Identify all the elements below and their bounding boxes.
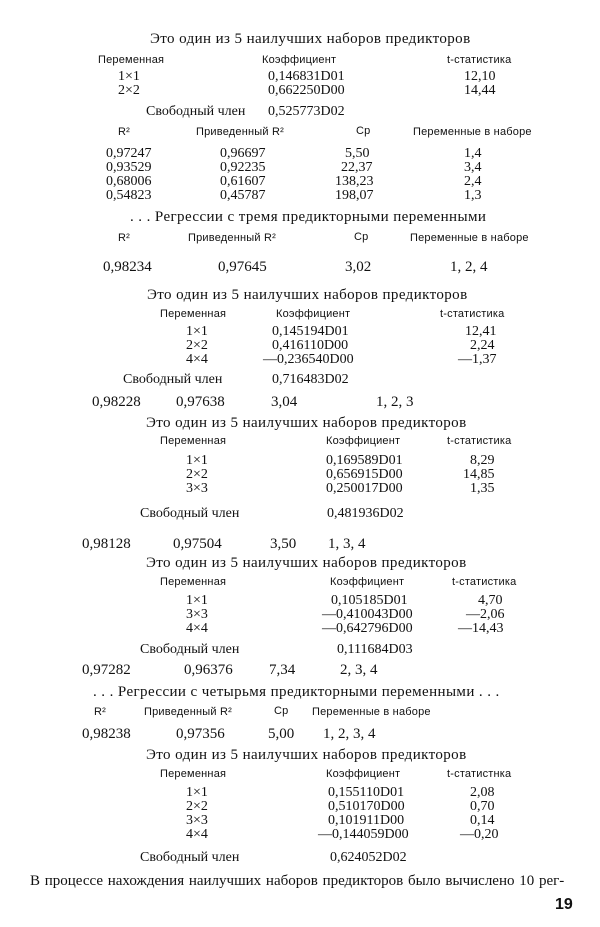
row-t-stat: 12,10 — [464, 69, 496, 84]
summary-r2: 0,68006 — [106, 174, 152, 189]
row-coefficient: —0,410043D00 — [322, 607, 413, 622]
summary-r2: 0,97247 — [106, 146, 152, 161]
header-t-stat: t-статистнка — [447, 768, 512, 780]
header-variable: Переменная — [98, 54, 165, 66]
header-cp: Cp — [274, 705, 289, 717]
header-cp: Cp — [356, 125, 371, 137]
row-t-stat: —2,06 — [466, 607, 505, 622]
summary-adj-r2: 0,45787 — [220, 188, 266, 203]
summary-set: 1, 2, 3, 4 — [323, 726, 376, 742]
summary-adj-r2: 0,97638 — [176, 394, 225, 410]
header-t-stat: t-статистика — [447, 54, 512, 66]
row-coefficient: —0,144059D00 — [318, 827, 409, 842]
row-t-stat: —0,20 — [460, 827, 499, 842]
row-variable: 3×3 — [186, 813, 208, 828]
header-adj-r2: Приведенный R² — [196, 126, 284, 138]
row-variable: 1×1 — [186, 453, 208, 468]
row-coefficient: 0,510170D00 — [328, 799, 405, 814]
summary-set: 1, 3, 4 — [328, 536, 366, 552]
summary-cp: 5,00 — [268, 726, 295, 742]
summary-cp: 5,50 — [345, 146, 370, 161]
row-variable: 3×3 — [186, 607, 208, 622]
summary-adj-r2: 0,97504 — [173, 536, 222, 552]
best-set-title: Это один из 5 наилучших наборов предикторов — [146, 415, 467, 431]
header-coefficient: Коэффициент — [326, 435, 401, 447]
free-term-value: 0,624052D02 — [330, 850, 407, 865]
summary-cp: 3,50 — [270, 536, 297, 552]
summary-r2: 0,93529 — [106, 160, 152, 175]
header-variable: Переменная — [160, 768, 227, 780]
free-term-label: Свободный член — [140, 850, 240, 865]
row-t-stat: 0,14 — [470, 813, 495, 828]
summary-cp: 3,04 — [271, 394, 298, 410]
summary-cp: 22,37 — [341, 160, 373, 175]
free-term-value: 0,481936D02 — [327, 506, 404, 521]
row-variable: 3×3 — [186, 481, 208, 496]
summary-adj-r2: 0,97356 — [176, 726, 225, 742]
summary-set: 3,4 — [464, 160, 482, 175]
row-variable: 1×1 — [186, 324, 208, 339]
row-t-stat: —1,37 — [458, 352, 497, 367]
summary-r2: 0,98234 — [103, 259, 152, 275]
row-variable: 2×2 — [186, 467, 208, 482]
free-term-value: 0,111684D03 — [337, 642, 413, 657]
summary-cp: 138,23 — [335, 174, 374, 189]
header-adj-r2: Приведенный R² — [188, 232, 276, 244]
header-vars-in-set: Переменные в наборе — [413, 126, 532, 138]
summary-set: 1,4 — [464, 146, 482, 161]
row-variable: 2×2 — [186, 799, 208, 814]
closing-paragraph: В процессе нахождения наилучших наборов предикторов было вычислено 10 рег- — [30, 873, 565, 889]
summary-cp: 7,34 — [269, 662, 296, 678]
row-t-stat: 2,24 — [470, 338, 495, 353]
row-t-stat: 4,70 — [478, 593, 503, 608]
best-set-title: Это один из 5 наилучших наборов предикторов — [146, 747, 467, 763]
header-variable: Переменная — [160, 435, 227, 447]
row-coefficient: 0,250017D00 — [326, 481, 403, 496]
free-term-label: Свободный член — [140, 506, 240, 521]
header-coefficient: Коэффициент — [326, 768, 401, 780]
header-cp: Cp — [354, 231, 369, 243]
free-term-label: Свободный член — [146, 104, 246, 119]
row-t-stat: 0,70 — [470, 799, 495, 814]
header-coefficient: Коэффициент — [276, 308, 351, 320]
summary-r2: 0,98238 — [82, 726, 131, 742]
row-coefficient: 0,146831D01 — [268, 69, 345, 84]
header-coefficient: Коэффициент — [330, 576, 405, 588]
free-term-label: Свободный член — [123, 372, 223, 387]
summary-cp: 3,02 — [345, 259, 372, 275]
header-adj-r2: Приведенный R² — [144, 706, 232, 718]
row-t-stat: 12,41 — [465, 324, 497, 339]
summary-r2: 0,54823 — [106, 188, 152, 203]
summary-set: 1, 2, 4 — [450, 259, 488, 275]
summary-adj-r2: 0,97645 — [218, 259, 267, 275]
best-set-title: Это один из 5 наилучших наборов предикторов — [146, 555, 467, 571]
best-set-title: Это один из 5 наилучших наборов предикторов — [147, 287, 468, 303]
section-heading: . . . Регрессии с тремя предикторными переменными — [130, 209, 487, 225]
summary-r2: 0,98128 — [82, 536, 131, 552]
summary-r2: 0,97282 — [82, 662, 131, 678]
row-variable: 2×2 — [186, 338, 208, 353]
free-term-value: 0,525773D02 — [268, 104, 345, 119]
header-vars-in-set: Переменные в наборе — [410, 232, 529, 244]
summary-adj-r2: 0,96697 — [220, 146, 266, 161]
header-coefficient: Коэффициент — [262, 54, 337, 66]
row-variable: 1×1 — [186, 593, 208, 608]
row-variable: 2×2 — [118, 83, 140, 98]
row-variable: 4×4 — [186, 827, 208, 842]
row-coefficient: 0,155110D01 — [328, 785, 405, 800]
row-coefficient: 0,145194D01 — [272, 324, 349, 339]
row-coefficient: —0,236540D00 — [263, 352, 354, 367]
header-vars-in-set: Переменные в наборе — [312, 706, 431, 718]
row-t-stat: 14,85 — [463, 467, 495, 482]
best-set-title: Это один из 5 наилучших наборов предикторов — [150, 31, 471, 47]
row-t-stat: 8,29 — [470, 453, 495, 468]
summary-set: 1, 2, 3 — [376, 394, 414, 410]
row-coefficient: 0,105185D01 — [331, 593, 408, 608]
header-variable: Переменная — [160, 308, 227, 320]
row-t-stat: 2,08 — [470, 785, 495, 800]
summary-set: 2, 3, 4 — [340, 662, 378, 678]
header-t-stat: t-статистика — [440, 308, 505, 320]
row-variable: 4×4 — [186, 352, 208, 367]
summary-r2: 0,98228 — [92, 394, 141, 410]
row-t-stat: —14,43 — [458, 621, 504, 636]
summary-adj-r2: 0,61607 — [220, 174, 266, 189]
header-r2: R² — [118, 126, 131, 138]
row-t-stat: 14,44 — [464, 83, 496, 98]
row-coefficient: —0,642796D00 — [322, 621, 413, 636]
section-heading: . . . Регрессии с четырьмя предикторными переменными . . . — [93, 684, 500, 700]
free-term-value: 0,716483D02 — [272, 372, 349, 387]
page-number: 19 — [555, 896, 573, 913]
row-coefficient: 0,169589D01 — [326, 453, 403, 468]
summary-cp: 198,07 — [335, 188, 374, 203]
row-coefficient: 0,101911D00 — [328, 813, 405, 828]
header-r2: R² — [118, 232, 131, 244]
header-variable: Переменная — [160, 576, 227, 588]
row-variable: 1×1 — [186, 785, 208, 800]
summary-adj-r2: 0,92235 — [220, 160, 266, 175]
header-t-stat: t-статистика — [447, 435, 512, 447]
free-term-label: Свободный член — [140, 642, 240, 657]
summary-set: 2,4 — [464, 174, 482, 189]
header-t-stat: t-статистика — [452, 576, 517, 588]
row-coefficient: 0,656915D00 — [326, 467, 403, 482]
summary-set: 1,3 — [464, 188, 482, 203]
summary-adj-r2: 0,96376 — [184, 662, 233, 678]
row-variable: 1×1 — [118, 69, 140, 84]
header-r2: R² — [94, 706, 107, 718]
row-variable: 4×4 — [186, 621, 208, 636]
row-t-stat: 1,35 — [470, 481, 495, 496]
row-coefficient: 0,662250D00 — [268, 83, 345, 98]
row-coefficient: 0,416110D00 — [272, 338, 349, 353]
